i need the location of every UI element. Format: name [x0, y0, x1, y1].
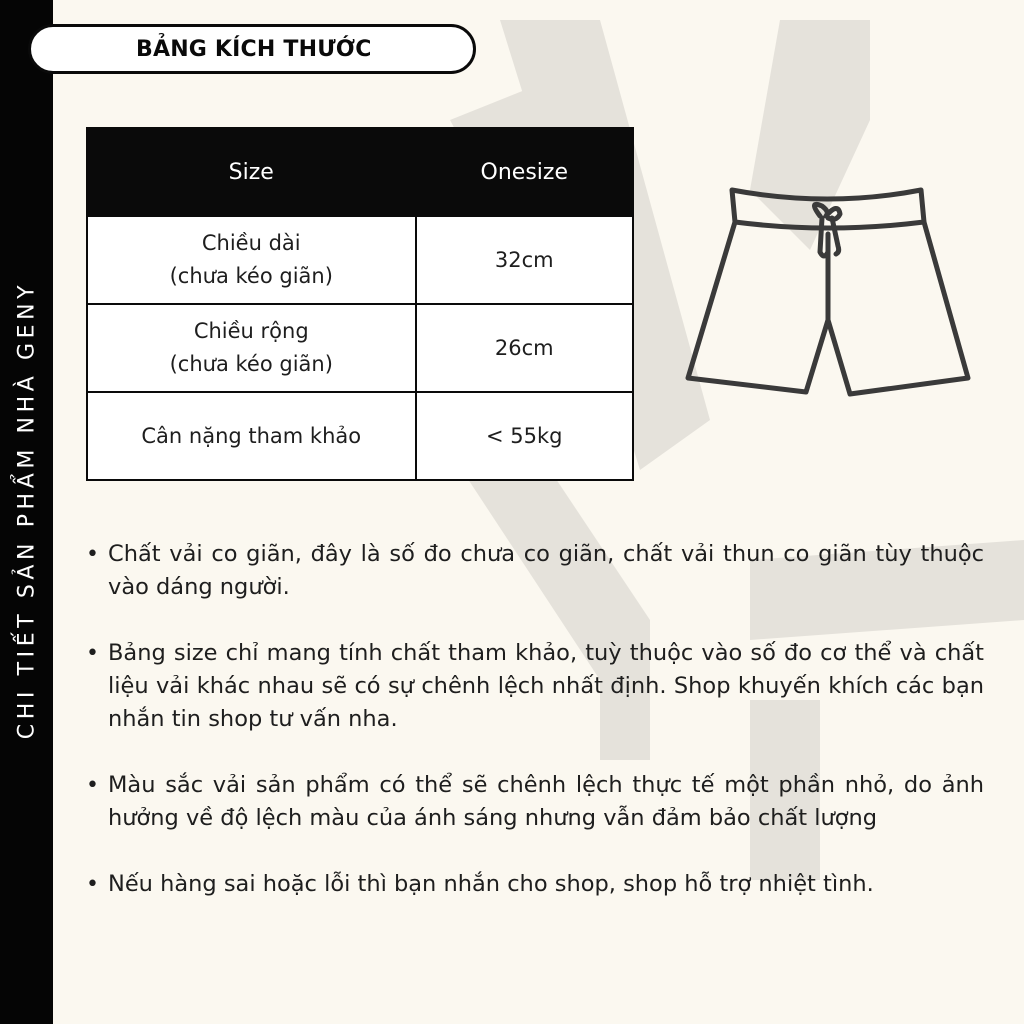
list-item: • Bảng size chỉ mang tính chất tham khảo, tuỳ thuộc vào số đo cơ thể và chất liệu vải khác nhau sẽ có sự chênh lệch nhất định. Shop khuyến khích các bạn nhắn tin shop tư vấn nha.	[86, 637, 984, 736]
table-header-size: Size	[87, 128, 416, 216]
sidebar	[0, 0, 53, 1024]
title-banner	[28, 24, 476, 74]
table-header-row	[87, 128, 633, 216]
list-item: • Màu sắc vải sản phẩm có thể sẽ chênh lệch thực tế một phần nhỏ, do ảnh hưởng về độ lệch màu của ánh sáng nhưng vẫn đảm bảo chất lượng	[86, 769, 984, 835]
table-header-onesize: Onesize	[416, 128, 633, 216]
table-cell-value: 26cm	[416, 304, 633, 392]
row-label-line2: (chưa kéo giãn)	[169, 264, 333, 288]
notes-list	[86, 538, 984, 934]
list-item: • Chất vải co giãn, đây là số đo chưa co giãn, chất vải thun co giãn tùy thuộc vào dáng người.	[86, 538, 984, 604]
table-cell-label	[87, 304, 416, 392]
table-row	[87, 216, 633, 304]
table-cell-label	[87, 216, 416, 304]
row-label-line2: (chưa kéo giãn)	[169, 352, 333, 376]
sidebar-vertical-text: CHI TIẾT SẢN PHẨM NHÀ GENY	[14, 280, 40, 740]
row-label-line1: Chiều rộng	[193, 319, 309, 343]
table-row	[87, 392, 633, 480]
size-table	[86, 127, 634, 481]
table-row	[87, 304, 633, 392]
table-cell-value: < 55kg	[416, 392, 633, 480]
row-label-line1: Chiều dài	[201, 231, 301, 255]
list-item: • Nếu hàng sai hoặc lỗi thì bạn nhắn cho shop, shop hỗ trợ nhiệt tình.	[86, 868, 984, 901]
page-title: BẢNG KÍCH THƯỚC	[136, 37, 372, 62]
shorts-icon	[680, 182, 975, 400]
table-cell-label: Cân nặng tham khảo	[87, 392, 416, 480]
table-cell-value: 32cm	[416, 216, 633, 304]
